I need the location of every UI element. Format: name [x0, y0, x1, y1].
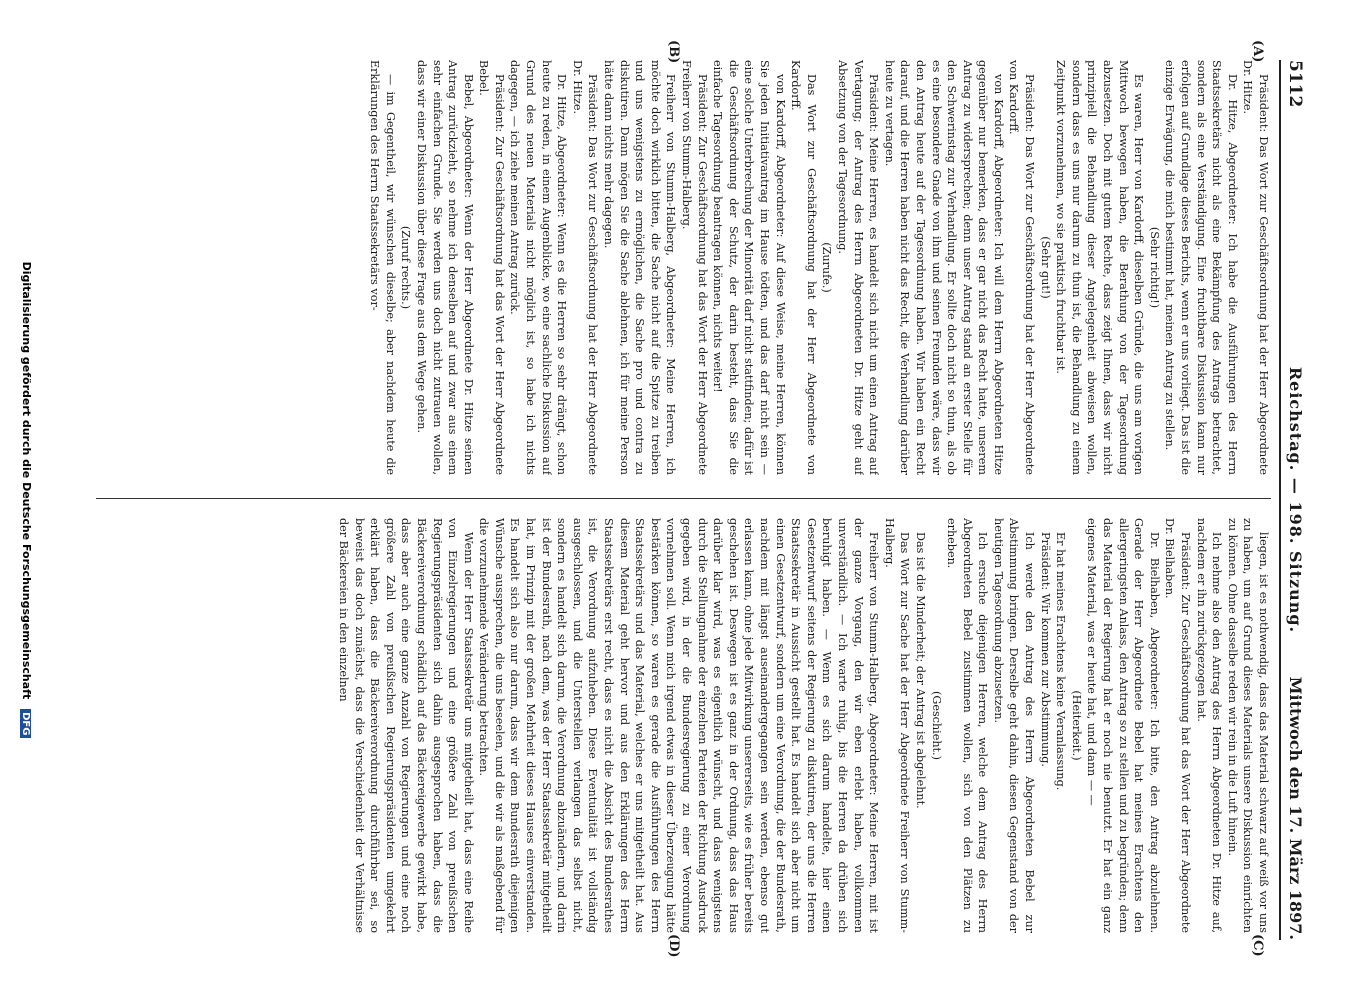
paragraph: Er hat meines Erachtens keine Veranlassung. [1054, 532, 1068, 791]
paragraph: von Kardorff, Abgeordneter: Auf diese Weise, meine Herren, können Sie jeden Initiativantrag im Hause tödten, und das darf nicht sein — eine solche Unterbrechung der Minorität darf nicht stattfinden; dafür ist die Geschäftsordnung der Schutz, der darin besteht, dass Sie die einfache Tagesordnung beantragen können, nichts weiter! [711, 60, 787, 475]
interjection: (Heiterkeit.) [1069, 690, 1083, 761]
margin-marker-a: (A) [1250, 40, 1265, 63]
paragraph: Dr. Hitze, Abgeordneter: Wenn es die Herren so sehr drängt, schon heute zu reden, in einem Augenblicke, wo eine sachliche Diskussion auf Grund des neuen Materials nicht möglich ist, so habe ich nichts dagegen, — ich ziehe meinen Antrag zurück. [508, 60, 569, 475]
paragraph: liegen, ist es nothwendig, dass das Material schwarz auf weiß vor uns zu haben, um auf Grund dieses Materials unsere Diskussion einrichten zu können. Ohne dasselbe reden wir rein in die Luft hinein. [1225, 518, 1270, 933]
paragraph: Präsident: Zur Geschäftsordnung hat das Wort der Herr Abgeordnete Bebel. [477, 60, 506, 475]
paragraph: Präsident: Zur Geschäftsordnung hat das Wort der Herr Abgeordnete Dr. Bielhaben. [1163, 518, 1193, 933]
paragraph: Ich ersuche diejenigen Herren, welche dem Antrag des Herrn Abgeordneten Bebel zustimmen wollen, sich von den Plätzen zu erheben. [945, 518, 990, 933]
paragraph: Ich nehme also den Antrag des Herrn Abgeordneten Dr. Hitze auf, nachdem er ihn zurückgezogen hat. [1194, 518, 1224, 933]
interjection: (Zuruf rechts.) [399, 225, 413, 310]
paragraph: — im Gegentheil, wir wünschen dieselbe; aber nachdem heute die Erklärungen des Herrn Staatssekretärs vor- [368, 60, 397, 475]
interjection: (Sehr gut!) [1038, 236, 1052, 299]
interjection: (Zurufe.) [820, 242, 834, 293]
column-divider [96, 498, 1271, 499]
paragraph: Präsident: Meine Herren, es handelt sich nicht um einen Antrag auf Vertagung; der Antrag des Herrn Abgeordneten Dr. Hitze geht auf Absetzung von der Tagesordnung. [835, 60, 881, 475]
paragraph: Es waren, Herr von Kardorff, dieselben Gründe, die uns am vorigen Mittwoch bewogen haben, die Berathung von der Tagesordnung abzusetzen. Doch mit gutem Rechte, dass zeigt Ihnen, dass wir nicht prinzipiell die Behandlung dieser Angelegenheit abweisen wollen, sondern dass es uns nur darum zu thun ist, die Behandlung zu einem Zeitpunkt vorzunehmen, wo sie praktisch fruchtbar ist. [1054, 60, 1146, 475]
paragraph: Freiherr von Stumm-Halberg, Abgeordneter: Meine Herren, ich möchte doch wirklich bitten, die Sache nicht auf die Spitze zu treiben und uns wenigstens zu ermöglichen, die Sache pro und contra zu diskutiren. Dann mögen Sie die Sache ablehnen, ich für meine Person hätte dann nichts mehr dagegen. [602, 60, 678, 475]
paragraph: Dr. Bielhaben, Abgeordneter: Ich bitte, den Antrag abzulehnen. Gerade der Herr Abgeordnete Bebel hat meines Erachtens den allergeringsten Anlass, den Antrag so zu stellen und zu begründen; denn das Material der Regierung hat er noch nie benutzt. Er hat ein ganz eigenes Material, was er heute hat, und dann — — [1085, 518, 1161, 933]
credit-text: Digitalisierung gefördert durch die Deutsche Forschungsgemeinschaft [20, 261, 33, 700]
text-column-left [101, 60, 1271, 475]
paragraph: Präsident: Zur Geschäftsordnung hat das Wort der Herr Abgeordnete Freiherr von Stumm-Halberg. [680, 60, 709, 475]
paragraph: Ich werde den Antrag des Herrn Abgeordneten Bebel zur Abstimmung bringen. Derselbe geht dahin, diesen Gegenstand von der heutigen Tagesordnung abzusetzen. [991, 518, 1037, 933]
margin-marker-d: (D) [666, 934, 681, 958]
session-date: Mittwoch den 17. März 1897. [1286, 676, 1305, 940]
paragraph: Präsident: Wir kommen zur Abstimmung. [1038, 532, 1052, 767]
text-column-right [101, 518, 1271, 933]
paragraph: Wenn der Herr Staatssekretär uns mitgetheilt hat, dass eine Reihe von Einzelregierungen und eine größere Zahl von preußischen Regierungspräsidenten sich dahin ausgesprochen haben, dass die Bäckereiverordnung schädlich auf das Bäckereigewerbe gewirkt habe, dass aber auch eine ganze Anzahl von Regierungen und eine noch größere Zahl von preußischen Regierungspräsidenten umgekehrt erklärt haben, dass die Bäckereiverordnung durchführbar sei, so beweist das doch zunächst, dass die Verschiedenheit der Verhältnisse der Bäckereien in den einzelnen [336, 518, 475, 933]
page-header [1279, 60, 1305, 940]
paragraph: Präsident: Das Wort zur Geschäftsordnung hat der Herr Abgeordnete Dr. Hitze. [570, 60, 600, 475]
paragraph: Dr. Hitze, Abgeordneter: Ich habe die Ausführungen des Herrn Staatssekretärs nicht als eine Bekämpfung des Antrags betrachtet, sondern als eine Verständigung. Eine fruchtbare Diskussion kann nur erfolgen auf Grundlage dieses Berichts, wenn er uns vorliegt. Das ist die einzige Erwägung, die mich bestimmt hat, meinen Antrag zu stellen. [1163, 60, 1239, 475]
page-number: 5112 [1285, 60, 1305, 108]
paragraph: Präsident: Das Wort zur Geschäftsordnung hat der Herr Abgeordnete von Kardorff. [1007, 60, 1037, 475]
digitization-credit [20, 0, 33, 1000]
paragraph: Das Wort zur Geschäftsordnung hat der Herr Abgeordnete von Kardorff. [789, 60, 818, 475]
paragraph: Das ist die Minderheit; der Antrag ist abgelehnt. [913, 532, 927, 809]
paragraph: Freiherr von Stumm-Halberg, Abgeordneter: Meine Herren, mit ist der ganze Vorgang, den wir eben erlebt haben, vollkommen unverständlich. — Ich warte ruhig, bis die Herren da drüben sich beruhigt haben. — Wenn es sich darum handelte, hier einen Gesetzentwurf seitens der Regierung zu diskutiren, der uns die Herren Staatssekretär in Aussicht gestellt hat. Es handelt sich aber nicht um einen Gesetzentwurf, sondern um eine Verordnung, die der Bundesrath, nachdem mit längst auseinandergegangen sein werden, ebenso gut erlassen kann, ohne jede Mitwirkung unsererseits, wie es früher bereits geschehen ist. Deswegen ist es ganz in der Ordnung, dass das Haus darüber klar wird, was es eigentlich wünscht, und dass wenigstens durch die Stellungnahme der einzelnen Parteien der Richtung Ausdruck gegeben wird, in der die Bundesregierung zu einer Verordnung vornehmen soll. Wenn mich irgend etwas in dieser Überzeugung hätte bestärken können, so waren es gerade die Ausführungen des Herrn Staatssekretärs und das Material, welches er uns mitgetheilt hat. Aus diesem Material geht hervor und aus den Erklärungen des Herrn Staatssekretärs erst recht, dass es nicht die Absicht des Bundesrathes ist, die Verordnung aufzuheben. Diese Eventualität ist vollständig ausgeschlossen, und die Unterstellen verlangen das selbst nicht, sondern es handelt sich darum, die Verordnung abzuändern, und darin ist der Bundesrath, nach dem, was der Herr Staatssekretär mitgetheilt hat, im Prinzip mit der großen Mehrheit dieses Hauses einverstanden. Es handelt sich also nur darum, dass wir dem Bundesrath diejenigen Wünsche aussprechen, die uns beseelen, und die wir als maßgebend für die vorzunehmende Veränderung betrachten. [477, 518, 881, 933]
margin-marker-b: (B) [666, 40, 681, 64]
running-title: Reichstag. — 198. Sitzung. [1286, 366, 1305, 634]
paragraph: Das Wort zur Sache hat der Herr Abgeordnete Freiherr von Stumm-Halberg. [882, 518, 912, 933]
paragraph: Präsident: Das Wort zur Geschäftsordnung hat der Herr Abgeordnete Dr. Hitze. [1241, 60, 1270, 475]
margin-marker-c: (C) [1250, 934, 1265, 957]
paragraph: von Kardorff, Abgeordneter: Ich will dem Herrn Abgeordneten Hitze gegenüber nur bemerken, dass er gar nicht das Recht hatte, unserem Antrag zu widersprechen; denn unser Antrag stand an erster Stelle für den Schwerinstag zur Verhandlung. Er sollte doch nicht so thun, als ob es eine besondere Gnade von ihm und seinen Freunden wäre, dass wir den Antrag heute auf der Tagesordnung haben. Wir haben ein Recht darauf, und die Herren haben nicht das Recht, die Verhandlung darüber heute zu vertagen. [882, 60, 1005, 475]
paragraph: Bebel, Abgeordneter: Wenn der Herr Abgeordnete Dr. Hitze seinen Antrag zurückzieht, so nehme ich denselben auf und zwar aus einem sehr einfachen Grunde. Sie werden uns doch nicht zutrauen wollen, dass wir einer Diskussion über diese Frage aus dem Wege gehen. [414, 60, 475, 475]
interjection: (Sehr richtig!) [1147, 226, 1161, 309]
interjection: (Geschieht.) [929, 691, 943, 760]
dfg-logo: DFG [20, 709, 31, 738]
